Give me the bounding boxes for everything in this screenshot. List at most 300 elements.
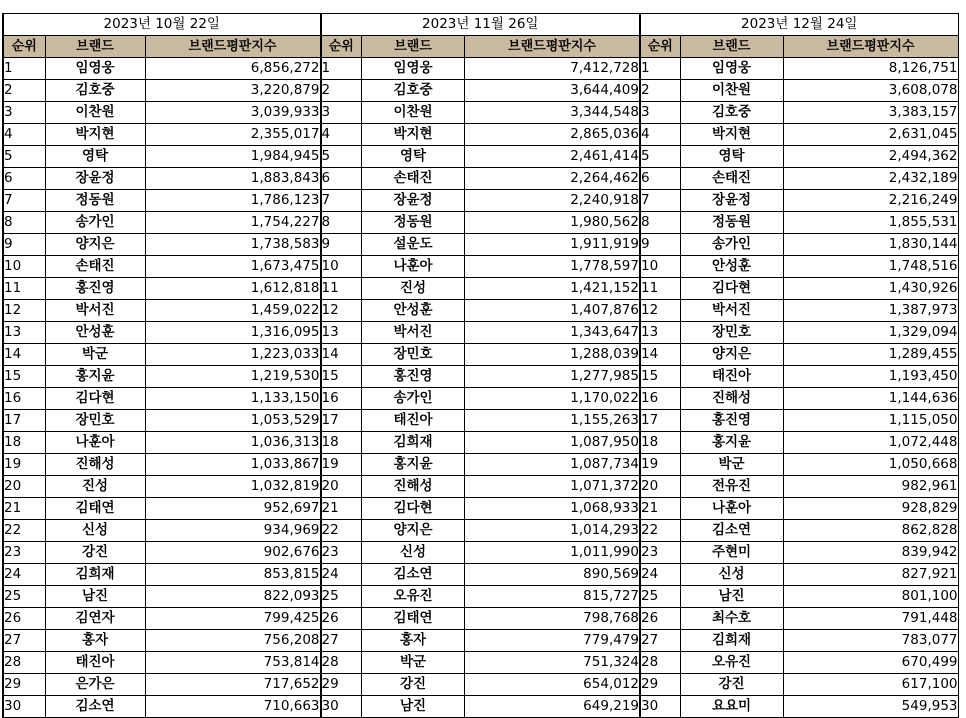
table-row [321, 80, 640, 102]
score-cell: 617,100 [783, 674, 958, 696]
score-cell: 791,448 [783, 608, 958, 630]
table-row [640, 168, 958, 190]
brand-cell: 신성 [362, 542, 465, 564]
rank-cell: 4 [640, 124, 680, 146]
table-row [321, 278, 640, 300]
table-row [3, 168, 320, 190]
score-cell: 1,068,933 [465, 498, 640, 520]
rank-cell: 6 [640, 168, 680, 190]
brand-cell: 이찬원 [45, 102, 145, 124]
brand-cell: 김소연 [362, 564, 465, 586]
brand-cell: 손태진 [680, 168, 783, 190]
score-cell: 827,921 [783, 564, 958, 586]
rank-header: 순위 [321, 36, 362, 58]
table-row [321, 322, 640, 344]
rank-cell: 30 [321, 696, 362, 718]
table-row [640, 498, 958, 520]
score-cell: 1,155,263 [465, 410, 640, 432]
table-row [640, 586, 958, 608]
rank-cell: 24 [321, 564, 362, 586]
rank-cell: 9 [321, 234, 362, 256]
score-cell: 649,219 [465, 696, 640, 718]
score-cell: 1,329,094 [783, 322, 958, 344]
rank-cell: 7 [640, 190, 680, 212]
score-cell: 1,072,448 [783, 432, 958, 454]
rank-cell: 10 [640, 256, 680, 278]
brand-cell: 박군 [680, 454, 783, 476]
brand-cell: 송가인 [362, 388, 465, 410]
table-row [3, 564, 320, 586]
rank-cell: 22 [640, 520, 680, 542]
rank-cell: 4 [321, 124, 362, 146]
score-cell: 1,778,597 [465, 256, 640, 278]
brand-cell: 진해성 [45, 454, 145, 476]
brand-cell: 김호중 [362, 80, 465, 102]
brand-cell: 양지은 [45, 234, 145, 256]
brand-cell: 박군 [362, 652, 465, 674]
score-cell: 751,324 [465, 652, 640, 674]
score-cell: 779,479 [465, 630, 640, 652]
brand-cell: 남진 [680, 586, 783, 608]
rank-cell: 27 [3, 630, 45, 652]
brand-cell: 양지은 [680, 344, 783, 366]
rank-cell: 8 [640, 212, 680, 234]
rank-cell: 20 [3, 476, 45, 498]
brand-cell: 김희재 [45, 564, 145, 586]
rank-cell: 21 [321, 498, 362, 520]
score-cell: 1,612,818 [145, 278, 320, 300]
table-row [3, 388, 320, 410]
table-row [640, 476, 958, 498]
brand-cell: 영탁 [45, 146, 145, 168]
brand-cell: 송가인 [45, 212, 145, 234]
brand-cell: 요요미 [680, 696, 783, 718]
rank-cell: 8 [3, 212, 45, 234]
brand-cell: 정동원 [45, 190, 145, 212]
score-cell: 1,032,819 [145, 476, 320, 498]
score-cell: 1,115,050 [783, 410, 958, 432]
rank-cell: 28 [3, 652, 45, 674]
table-row [321, 344, 640, 366]
rank-cell: 5 [3, 146, 45, 168]
rank-cell: 3 [640, 102, 680, 124]
rank-cell: 18 [640, 432, 680, 454]
table-row [640, 542, 958, 564]
brand-cell: 강진 [45, 542, 145, 564]
rank-cell: 19 [3, 454, 45, 476]
table-row [640, 212, 958, 234]
score-cell: 1,170,022 [465, 388, 640, 410]
table-row [640, 454, 958, 476]
rank-cell: 9 [3, 234, 45, 256]
score-cell: 2,432,189 [783, 168, 958, 190]
brand-cell: 장민호 [45, 410, 145, 432]
score-cell: 3,344,548 [465, 102, 640, 124]
rank-cell: 25 [640, 586, 680, 608]
brand-cell: 태진아 [362, 410, 465, 432]
score-cell: 1,223,033 [145, 344, 320, 366]
rank-cell: 15 [3, 366, 45, 388]
brand-cell: 박지현 [680, 124, 783, 146]
score-cell: 2,216,249 [783, 190, 958, 212]
score-cell: 1,738,583 [145, 234, 320, 256]
rank-cell: 11 [640, 278, 680, 300]
rank-cell: 28 [321, 652, 362, 674]
brand-cell: 나훈아 [45, 432, 145, 454]
rank-cell: 1 [640, 58, 680, 80]
brand-cell: 강진 [680, 674, 783, 696]
table-row [640, 102, 958, 124]
brand-cell: 홍지윤 [362, 454, 465, 476]
brand-cell: 장윤정 [680, 190, 783, 212]
score-cell: 839,942 [783, 542, 958, 564]
rank-cell: 2 [3, 80, 45, 102]
score-cell: 1,277,985 [465, 366, 640, 388]
score-header: 브랜드평판지수 [145, 36, 320, 58]
table-row [321, 630, 640, 652]
table-row [640, 278, 958, 300]
score-cell: 928,829 [783, 498, 958, 520]
table-row [3, 190, 320, 212]
table-row [321, 190, 640, 212]
table-row [321, 168, 640, 190]
brand-cell: 손태진 [362, 168, 465, 190]
table-row [321, 520, 640, 542]
rank-cell: 17 [321, 410, 362, 432]
table-row [321, 696, 640, 718]
brand-cell: 최수호 [680, 608, 783, 630]
table-row [321, 586, 640, 608]
brand-cell: 임영웅 [362, 58, 465, 80]
rank-cell: 23 [640, 542, 680, 564]
table-row [321, 102, 640, 124]
rank-cell: 15 [321, 366, 362, 388]
score-cell: 3,039,933 [145, 102, 320, 124]
brand-cell: 김소연 [680, 520, 783, 542]
brand-cell: 박군 [45, 344, 145, 366]
brand-cell: 이찬원 [362, 102, 465, 124]
score-cell: 1,855,531 [783, 212, 958, 234]
rank-cell: 25 [321, 586, 362, 608]
table-row [640, 322, 958, 344]
score-cell: 3,644,409 [465, 80, 640, 102]
score-cell: 783,077 [783, 630, 958, 652]
ranking-tables [2, 13, 959, 718]
table-row [640, 608, 958, 630]
table-row [3, 674, 320, 696]
score-cell: 1,984,945 [145, 146, 320, 168]
brand-cell: 안성훈 [45, 322, 145, 344]
rank-cell: 14 [321, 344, 362, 366]
brand-cell: 임영웅 [45, 58, 145, 80]
rank-cell: 5 [640, 146, 680, 168]
rank-cell: 15 [640, 366, 680, 388]
table-row [321, 476, 640, 498]
score-cell: 1,193,450 [783, 366, 958, 388]
brand-cell: 박서진 [45, 300, 145, 322]
score-cell: 798,768 [465, 608, 640, 630]
rank-cell: 12 [321, 300, 362, 322]
score-cell: 1,430,926 [783, 278, 958, 300]
rank-cell: 18 [3, 432, 45, 454]
table-row [321, 608, 640, 630]
period-date: 2023년 12월 24일 [640, 14, 958, 36]
score-cell: 1,387,973 [783, 300, 958, 322]
brand-cell: 홍자 [362, 630, 465, 652]
rank-cell: 14 [640, 344, 680, 366]
score-cell: 654,012 [465, 674, 640, 696]
table-row [321, 146, 640, 168]
table-row [640, 300, 958, 322]
rank-header: 순위 [3, 36, 45, 58]
score-cell: 3,220,879 [145, 80, 320, 102]
brand-cell: 진성 [45, 476, 145, 498]
table-row [3, 80, 320, 102]
rank-cell: 3 [3, 102, 45, 124]
table-row [640, 696, 958, 718]
score-cell: 1,289,455 [783, 344, 958, 366]
score-cell: 1,053,529 [145, 410, 320, 432]
table-row [3, 146, 320, 168]
rank-cell: 14 [3, 344, 45, 366]
brand-cell: 남진 [362, 696, 465, 718]
rank-cell: 5 [321, 146, 362, 168]
table-row [640, 564, 958, 586]
brand-cell: 남진 [45, 586, 145, 608]
rank-cell: 2 [640, 80, 680, 102]
score-cell: 1,883,843 [145, 168, 320, 190]
score-cell: 1,316,095 [145, 322, 320, 344]
score-cell: 2,264,462 [465, 168, 640, 190]
brand-header: 브랜드 [362, 36, 465, 58]
brand-cell: 김다현 [45, 388, 145, 410]
table-row [321, 388, 640, 410]
rank-cell: 22 [3, 520, 45, 542]
rank-cell: 12 [640, 300, 680, 322]
table-row [3, 344, 320, 366]
table-row [3, 652, 320, 674]
rank-cell: 28 [640, 652, 680, 674]
brand-cell: 오유진 [680, 652, 783, 674]
score-cell: 717,652 [145, 674, 320, 696]
table-row [3, 234, 320, 256]
table-row [3, 300, 320, 322]
ranking-table-1 [2, 13, 321, 718]
rank-cell: 16 [3, 388, 45, 410]
brand-cell: 송가인 [680, 234, 783, 256]
table-row [3, 124, 320, 146]
rank-cell: 10 [3, 256, 45, 278]
rank-cell: 13 [640, 322, 680, 344]
table-row [640, 80, 958, 102]
brand-cell: 김호중 [45, 80, 145, 102]
score-cell: 7,412,728 [465, 58, 640, 80]
table-row [640, 234, 958, 256]
table-row [3, 586, 320, 608]
brand-cell: 이찬원 [680, 80, 783, 102]
table-row [640, 58, 958, 80]
rank-cell: 26 [640, 608, 680, 630]
rank-cell: 6 [3, 168, 45, 190]
score-cell: 2,865,036 [465, 124, 640, 146]
table-row [3, 410, 320, 432]
brand-cell: 진해성 [362, 476, 465, 498]
brand-cell: 임영웅 [680, 58, 783, 80]
rank-cell: 20 [640, 476, 680, 498]
brand-cell: 신성 [45, 520, 145, 542]
score-cell: 1,071,372 [465, 476, 640, 498]
brand-cell: 강진 [362, 674, 465, 696]
table-row [640, 366, 958, 388]
score-cell: 2,240,918 [465, 190, 640, 212]
table-row [640, 388, 958, 410]
brand-cell: 박서진 [362, 322, 465, 344]
score-cell: 1,087,950 [465, 432, 640, 454]
score-cell: 2,355,017 [145, 124, 320, 146]
brand-cell: 설운도 [362, 234, 465, 256]
table-row [640, 146, 958, 168]
score-cell: 6,856,272 [145, 58, 320, 80]
brand-cell: 김태연 [45, 498, 145, 520]
table-row [321, 674, 640, 696]
rank-cell: 13 [3, 322, 45, 344]
table-row [321, 234, 640, 256]
brand-cell: 장민호 [362, 344, 465, 366]
score-cell: 3,383,157 [783, 102, 958, 124]
score-cell: 1,830,144 [783, 234, 958, 256]
rank-cell: 13 [321, 322, 362, 344]
brand-cell: 홍자 [45, 630, 145, 652]
rank-cell: 4 [3, 124, 45, 146]
table-row [321, 564, 640, 586]
score-cell: 1,033,867 [145, 454, 320, 476]
score-cell: 1,288,039 [465, 344, 640, 366]
score-cell: 1,673,475 [145, 256, 320, 278]
rank-cell: 8 [321, 212, 362, 234]
table-row [321, 652, 640, 674]
rank-cell: 6 [321, 168, 362, 190]
score-cell: 801,100 [783, 586, 958, 608]
table-row [3, 608, 320, 630]
brand-cell: 나훈아 [680, 498, 783, 520]
score-cell: 1,133,150 [145, 388, 320, 410]
rank-cell: 23 [3, 542, 45, 564]
score-cell: 670,499 [783, 652, 958, 674]
brand-cell: 신성 [680, 564, 783, 586]
brand-cell: 장민호 [680, 322, 783, 344]
brand-cell: 김소연 [45, 696, 145, 718]
rank-cell: 22 [321, 520, 362, 542]
brand-cell: 태진아 [45, 652, 145, 674]
score-cell: 1,036,313 [145, 432, 320, 454]
score-cell: 1,219,530 [145, 366, 320, 388]
table-row [640, 256, 958, 278]
rank-cell: 24 [3, 564, 45, 586]
score-cell: 8,126,751 [783, 58, 958, 80]
score-cell: 549,953 [783, 696, 958, 718]
table-row [321, 432, 640, 454]
brand-cell: 안성훈 [362, 300, 465, 322]
rank-cell: 1 [3, 58, 45, 80]
brand-cell: 김희재 [680, 630, 783, 652]
brand-cell: 진해성 [680, 388, 783, 410]
table-row [640, 520, 958, 542]
score-cell: 822,093 [145, 586, 320, 608]
ranking-table-2 [320, 13, 641, 718]
rank-cell: 25 [3, 586, 45, 608]
rank-cell: 2 [321, 80, 362, 102]
table-row [3, 542, 320, 564]
brand-cell: 홍진영 [680, 410, 783, 432]
rank-cell: 19 [321, 454, 362, 476]
score-cell: 952,697 [145, 498, 320, 520]
rank-cell: 27 [640, 630, 680, 652]
score-cell: 756,208 [145, 630, 320, 652]
rank-cell: 29 [3, 674, 45, 696]
ranking-table-3 [639, 13, 959, 718]
table-row [321, 366, 640, 388]
table-row [3, 454, 320, 476]
rank-header: 순위 [640, 36, 680, 58]
table-row [3, 432, 320, 454]
score-cell: 1,087,734 [465, 454, 640, 476]
rank-cell: 29 [640, 674, 680, 696]
score-cell: 1,343,647 [465, 322, 640, 344]
brand-cell: 김희재 [362, 432, 465, 454]
rank-cell: 21 [3, 498, 45, 520]
table-row [321, 300, 640, 322]
table-row [640, 344, 958, 366]
brand-cell: 김다현 [680, 278, 783, 300]
brand-cell: 영탁 [680, 146, 783, 168]
brand-cell: 홍진영 [45, 278, 145, 300]
table-row [3, 322, 320, 344]
table-row [3, 102, 320, 124]
brand-cell: 홍지윤 [680, 432, 783, 454]
brand-cell: 홍진영 [362, 366, 465, 388]
rank-cell: 21 [640, 498, 680, 520]
brand-cell: 정동원 [680, 212, 783, 234]
score-header: 브랜드평판지수 [783, 36, 958, 58]
rank-cell: 30 [3, 696, 45, 718]
brand-cell: 전유진 [680, 476, 783, 498]
brand-header: 브랜드 [45, 36, 145, 58]
table-row [321, 58, 640, 80]
score-cell: 2,631,045 [783, 124, 958, 146]
score-cell: 2,461,414 [465, 146, 640, 168]
brand-cell: 김호중 [680, 102, 783, 124]
rank-cell: 17 [640, 410, 680, 432]
brand-cell: 정동원 [362, 212, 465, 234]
rank-cell: 3 [321, 102, 362, 124]
table-row [640, 652, 958, 674]
rank-cell: 1 [321, 58, 362, 80]
table-row [321, 256, 640, 278]
score-cell: 934,969 [145, 520, 320, 542]
brand-cell: 김연자 [45, 608, 145, 630]
table-row [321, 454, 640, 476]
table-row [3, 212, 320, 234]
rank-cell: 11 [321, 278, 362, 300]
table-row [321, 410, 640, 432]
brand-cell: 홍지윤 [45, 366, 145, 388]
rank-cell: 10 [321, 256, 362, 278]
table-row [640, 124, 958, 146]
score-cell: 753,814 [145, 652, 320, 674]
table-row [321, 124, 640, 146]
period-date: 2023년 11월 26일 [321, 14, 640, 36]
score-cell: 1,421,152 [465, 278, 640, 300]
